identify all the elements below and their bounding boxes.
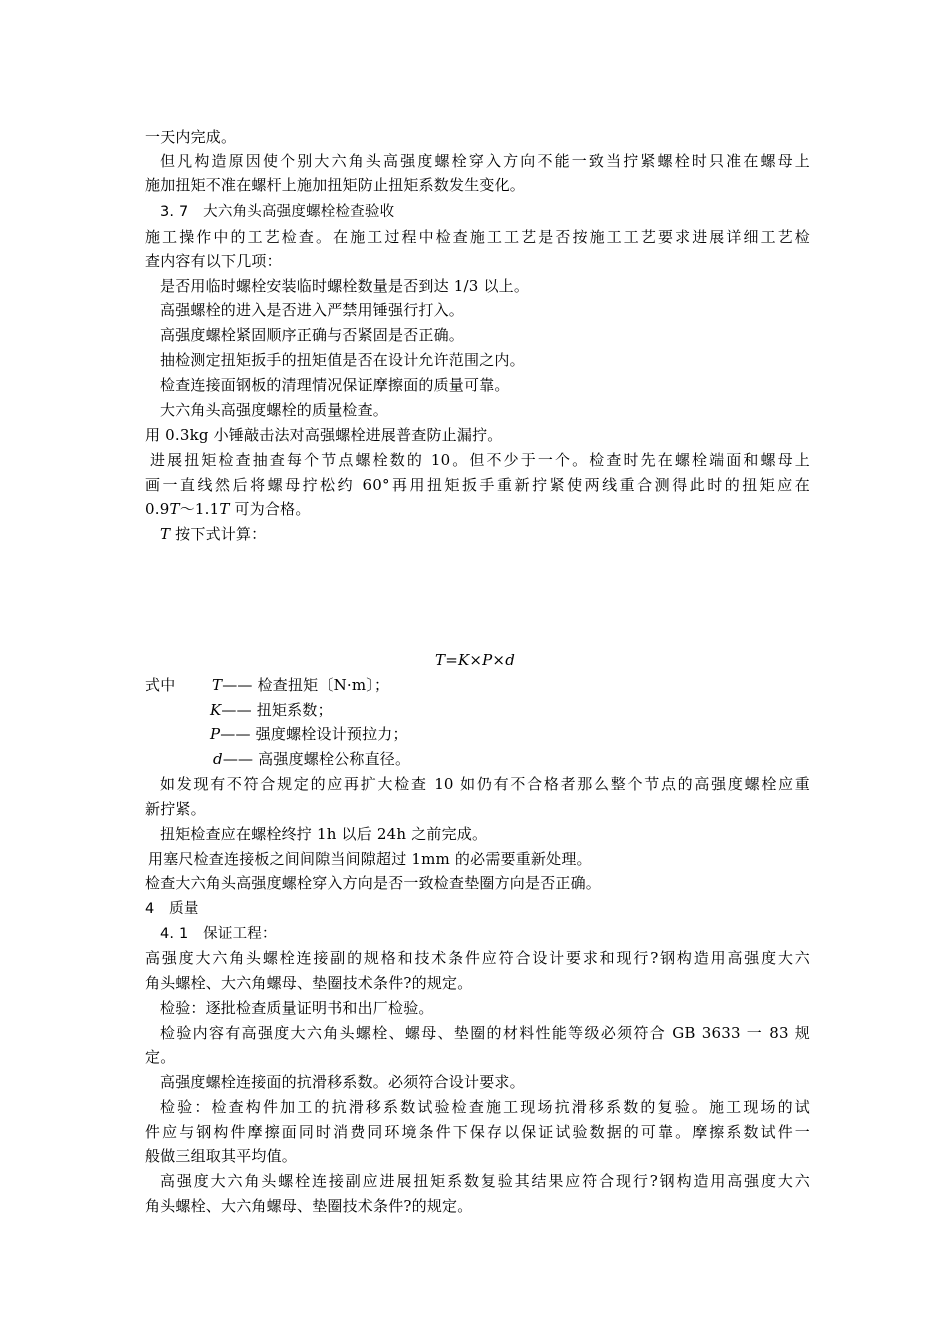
variable-description: —— 高强度螺栓公称直径。 [222,750,411,768]
text-line: 检查大六角头高强度螺栓穿入方向是否一致检查垫圈方向是否正确。 [145,874,602,892]
variable-definition [212,675,389,695]
text-line: 新拧紧。 [145,800,206,818]
text-line [145,499,810,519]
section-heading: 4. 1 保证工程： [160,926,277,942]
text-line: 检验：检查构件加工的抗滑移系数试验检查施工现场抗滑移系数的复验。施工现场的试 [160,1098,810,1116]
text-line: 一天内完成。 [145,128,237,146]
text-line: 角头螺栓、大六角螺母、垫圈技术条件?的规定。 [145,974,473,992]
text-line: 检验：逐批检查质量证明书和出厂检验。 [160,999,434,1017]
text-line: 高强度大六角头螺栓连接副应进展扭矩系数复验其结果应符合现行?钢构造用高强度大六 [160,1172,810,1190]
text-line: 如发现有不符合规定的应再扩大检查 10 如仍有不合格者那么整个节点的高强度螺栓应重 [160,775,810,793]
variable-definition [210,724,408,744]
variable-symbol: T [212,676,223,694]
section-heading: 3. 7 大六角头高强度螺栓检查验收 [160,204,395,220]
text-line: 高强度大六角头螺栓连接副的规格和技术条件应符合设计要求和现行?钢构造用高强度大六 [145,949,810,967]
variable-symbol: K [210,701,222,719]
formula: T=K×P×d [434,651,515,669]
text-line: 施加扭矩不准在螺杆上施加扭矩防止扭矩系数发生变化。 [145,176,526,194]
where-label: 式中 [145,676,176,694]
variable-description: —— 强度螺栓设计预拉力； [220,725,408,743]
list-item: 检查连接面钢板的清理情况保证摩擦面的质量可靠。 [160,376,510,394]
text-line: 定。 [145,1048,176,1066]
text-line: 般做三组取其平均值。 [145,1147,298,1165]
symbol-T: T [219,500,230,518]
text-line: 画一直线然后将螺母拧松约 60°再用扭矩扳手重新拧紧使两线重合测得此时的扭矩应在 [145,476,810,494]
text-line: 高强度螺栓连接面的抗滑移系数。必须符合设计要求。 [160,1073,525,1091]
text-run: ～1.1 [179,500,220,518]
text-line: 进展扭矩检查抽查每个节点螺栓数的 10。但不少于一个。检查时先在螺栓端面和螺母上 [150,451,810,469]
variable-definition [213,749,410,769]
text-line: 施工操作中的工艺检查。在施工过程中检查施工工艺是否按施工工艺要求进展详细工艺检 [145,228,810,246]
text-line: 检验内容有高强度大六角头螺栓、螺母、垫圈的材料性能等级必须符合 GB 3633 一 83 规 [160,1024,810,1042]
section-heading: 4 质量 [145,901,199,917]
variable-definition [210,700,333,720]
text-line: 扭矩检查应在螺栓终拧 1h 以后 24h 之前完成。 [160,825,488,843]
list-item: 抽检测定扭矩扳手的扭矩值是否在设计允许范围之内。 [160,351,525,369]
variable-symbol: P [210,725,221,743]
list-item: 是否用临时螺栓安装临时螺栓数量是否到达 1/3 以上。 [160,277,530,295]
list-item: 高强螺栓的进入是否进入严禁用锤强行打入。 [160,301,465,319]
variable-symbol: d [213,750,223,768]
symbol-T: T [160,525,171,543]
text-line: 但凡构造原因使个别大六角头高强度螺栓穿入方向不能一致当拧紧螺栓时只准在螺母上 [160,152,810,170]
list-item: 大六角头高强度螺栓的质量检查。 [160,401,389,419]
text-line: 用 0.3kg 小锤敲击法对高强螺栓进展普查防止漏拧。 [145,426,503,444]
variable-description: —— 扭矩系数； [221,701,333,719]
list-item: 高强度螺栓紧固顺序正确与否紧固是否正确。 [160,326,465,344]
variable-description: —— 检查扭矩〔N·m〕； [222,676,390,694]
text-run: 可为合格。 [229,500,311,518]
text-line: 用塞尺检查连接板之间间隙当间隙超过 1mm 的必需要重新处理。 [148,850,592,868]
text-line [160,524,825,544]
text-line: 查内容有以下几项： [145,252,282,270]
text-run: 0.9 [145,500,170,518]
text-line: 件应与钢构件摩擦面同时消费同环境条件下保存以保证试验数据的可靠。摩擦系数试件一 [145,1123,810,1141]
text-run: 按下式计算： [170,525,267,543]
text-line: 角头螺栓、大六角螺母、垫圈技术条件?的规定。 [145,1197,473,1215]
symbol-T: T [169,500,180,518]
